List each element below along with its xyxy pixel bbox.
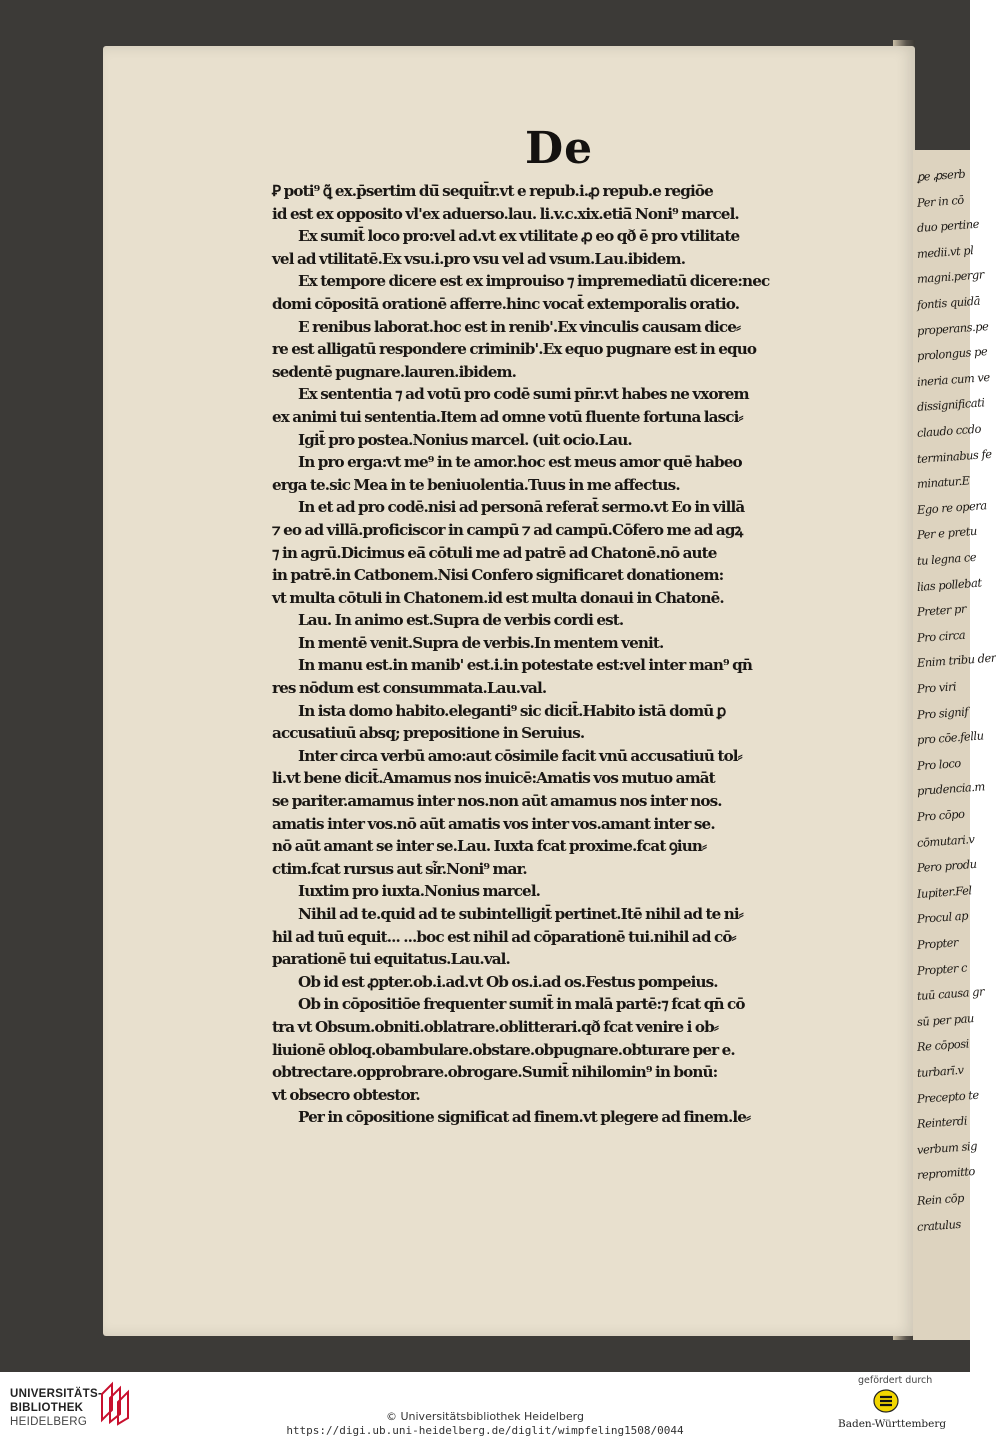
margin-note-line: Rein cōp	[916, 1190, 965, 1208]
library-name-line3: HEIDELBERG	[10, 1416, 88, 1428]
coat-of-arms-icon	[872, 1388, 900, 1414]
text-line: in patrē.in Catbonem.Nisi Confero significaret donationem:	[272, 566, 724, 585]
margin-note-line: fontis quidā	[916, 293, 981, 312]
margin-note-line: Propter c	[916, 960, 968, 978]
margin-note-line: prudencia.m	[916, 779, 986, 799]
page-heading-initial: De	[525, 123, 594, 174]
margin-note-line: ineria cum ve	[916, 369, 991, 389]
text-line: accusatiuū absq; prepositione in Seruius.	[272, 724, 585, 743]
text-line: amatis inter vos.nō aūt amatis vos inter vos.amant inter se.	[272, 814, 715, 833]
margin-note-line: Pro loco	[916, 755, 962, 773]
margin-note-line: dissignificati	[916, 395, 985, 415]
margin-note-line: Procul ap	[916, 908, 969, 927]
margin-note-line: Enim tribu der	[916, 650, 996, 671]
text-line: vt obsecro obtestor.	[272, 1085, 420, 1104]
copyright-notice: © Universitätsbibliothek Heidelberg	[385, 1410, 584, 1423]
text-line: In mentē venit.Supra de verbis.In mentem venit.	[298, 633, 664, 652]
text-line: hil ad tuū equit... ...boc est nihil ad cōparationē tui.nihil ad cō⸗	[272, 927, 736, 946]
text-line: Ex sententia ⁊ ad votū pro codē sumi pn̄r.vt habes ne vxorem	[298, 385, 749, 404]
margin-note-line: Pro signif	[916, 704, 969, 722]
text-line: Iuxtim pro iuxta.Nonius marcel.	[298, 882, 541, 901]
text-line: se pariter.amamus inter nos.non aūt amamus nos inter nos.	[272, 792, 722, 811]
text-line: liuionē obloq.obambulare.obstare.obpugnare.obturare per e.	[272, 1040, 735, 1059]
text-block	[272, 180, 857, 1129]
text-line: Igit̄ pro postea.Nonius marcel. (uit ocio.Lau.	[298, 430, 632, 449]
text-line: In ista domo habito.eleganti⁹ sic dicit̄.Habito istā domū ꝑ	[298, 701, 726, 720]
text-line: sedentē pugnare.lauren.ibidem.	[272, 362, 517, 381]
text-line: ex animi tui sententia.Item ad omne votū fluente fortuna lasci⸗	[272, 407, 743, 426]
margin-note-line: Precepto te	[916, 1087, 980, 1106]
text-line: li.vt bene dicit̄.Amamus nos inuicē:Amatis vos mutuo amāt	[272, 769, 715, 788]
text-line: id est ex opposito vl'ex aduerso.lau. li.v.c.xix.etiā̄ Noni⁹ marcel.	[272, 204, 739, 223]
text-line: In manu est.in manib' est.i.in potestate est:vel inter man⁹ qn̄	[298, 656, 752, 675]
margin-note-line: Iupiter.Fel	[916, 883, 972, 901]
margin-note-line: Per e pretu	[916, 524, 978, 543]
margin-note-line: magni.pergr	[916, 267, 985, 287]
margin-note-line: Pro viri	[916, 679, 957, 696]
library-name-line2: BIBLIOTHEK	[10, 1402, 84, 1414]
margin-note-line: properans.pe	[916, 318, 989, 338]
text-line: tra vt Obsum.obniti.oblatrare.oblitterari.qð fcat venire i ob⸗	[272, 1017, 719, 1036]
text-line: obtrectare.opprobrare.obrogare.Sumit̄ nihilomin⁹ in bonū:	[272, 1063, 718, 1082]
margin-note-line: Ego re opera	[916, 497, 988, 517]
margin-note-line: terminabus fe	[916, 446, 992, 466]
library-name-line1: UNIVERSITÄTS-	[10, 1388, 103, 1400]
text-line: In et ad pro codē.nisi ad personā referat̄ sermo.vt Eo in villā	[298, 498, 745, 517]
text-line: In pro erga:vt me⁹ in te amor.hoc est meus amor quē habeo	[298, 453, 742, 472]
text-line: Ob in cōpositiōe frequenter sumit̄ in malā partē:⁊ fcat qn̄ cō	[298, 995, 745, 1014]
margin-note-line: Per in cō	[916, 192, 965, 210]
text-line: Nihil ad te.quid ad te subintelligit̄ pertinet.Itē nihil ad te ni⸗	[298, 905, 743, 923]
text-line: re est alligatū respondere criminib'.Ex equo pugnare est in equo	[272, 340, 757, 359]
margin-note-line: repromitto	[916, 1164, 976, 1183]
text-line: vel ad vtilitatē.Ex vsu.i.pro vsu vel ad vsum.Lau.ibidem.	[272, 249, 686, 268]
text-line: ⁊ in agrū.Dicimus eā̄ cōtuli me ad patrē ad Chatonē.nō aute	[272, 543, 717, 562]
margin-note-line: turbarī.v	[916, 1062, 964, 1080]
funded-by-label: gefördert durch	[858, 1375, 933, 1386]
document-url[interactable]: https://digi.ub.uni-heidelberg.de/diglit/wimpfeling1508/0044	[286, 1424, 684, 1437]
margin-note-line: prolongus pe	[916, 344, 988, 364]
text-line: Ex tempore dicere est ex improuiso ⁊ impremediatū dicere:nec	[298, 272, 770, 291]
text-line: Per in cōpositione significat ad finem.vt plegere ad finem.le⸗	[298, 1108, 751, 1127]
text-line: ⁊ eo ad villā.proficiscor in campū ⁊ ad campū.Cōfero me ad agꝝ	[272, 520, 743, 539]
margin-note-line: Preter pr	[916, 601, 967, 620]
margin-note-line: claudo ccdo	[916, 421, 982, 440]
margin-note-line: Pero produ	[916, 857, 977, 876]
margin-note-line: lias pollebat	[916, 575, 982, 594]
text-line: Ꝑ poti⁹ ꝗ͂ ex.p̄sertim dū̄ sequit̄r.vt e repub.i.ꝓ repub.e regiōe	[272, 182, 713, 200]
margin-note-line: Re cōposi	[916, 1036, 970, 1055]
text-line: Ob id est ꝓpter.ob.i.ad.vt Ob os.i.ad os.Festus pompeius.	[298, 972, 718, 991]
margin-note-line: medii.vt pl	[916, 242, 974, 261]
facing-page-edge	[913, 150, 996, 1340]
text-line: Lau. In animo est.Supra de verbis cordi est.	[298, 611, 624, 630]
text-line: ctim.fcat rursus aut si͂r.Noni⁹ mar.	[272, 859, 527, 878]
margin-note-line: verbum sig	[916, 1138, 978, 1157]
text-line: nō aūt amant se inter se.Lau. Iuxta fcat proxime.fcat ꝯiun⸗	[272, 837, 707, 856]
margin-note-line: duo pertine	[916, 216, 980, 236]
margin-note-line: Pro circa	[916, 627, 966, 645]
margin-note-line: tuū causa gr	[916, 984, 985, 1004]
text-line: Ex sumit̄ loco pro:vel ad.vt ex vtilitate ꝓ eo qð ē pro vtilitate	[298, 227, 740, 246]
margin-note-line: Pro cōpo	[916, 806, 965, 824]
margin-note-line: minatur.E	[916, 473, 971, 492]
margin-note-line: tu legna ce	[916, 549, 977, 568]
margin-note-line: Propter	[916, 935, 959, 952]
text-line: domi cōpositā orationē afferre.hinc vocat̄ extemporalis oratio.	[272, 294, 740, 313]
text-line: erga te.sic Mea in te beniuolentia.Tuus in me affectus.	[272, 475, 680, 494]
funder-name: Baden-Württemberg	[838, 1418, 947, 1430]
margin-note-line: cōmutari.v	[916, 831, 975, 850]
text-line: vt multa cōtuli in Chatonem.id est multa donaui in Chatonē.	[272, 588, 724, 607]
text-line: res nōdum est consummata.Lau.val.	[272, 679, 547, 698]
margin-note-line: pro cōe.fellu	[916, 728, 984, 748]
margin-note-line: Reinterdi	[916, 1113, 968, 1132]
margin-note-line: cratulus	[916, 1216, 962, 1234]
margin-note-line: ꝑe ꝓserb	[916, 166, 966, 184]
margin-note-line: sū per pau	[916, 1010, 975, 1029]
text-line: parationē tui equitatus.Lau.val.	[272, 950, 510, 969]
text-line: E renibus laborat.hoc est in renib'.Ex vinculis causam dice⸗	[298, 317, 741, 336]
text-line: Inter circa verbū amo:aut cōsimile facit vnū accusatiuū tol⸗	[298, 746, 742, 765]
